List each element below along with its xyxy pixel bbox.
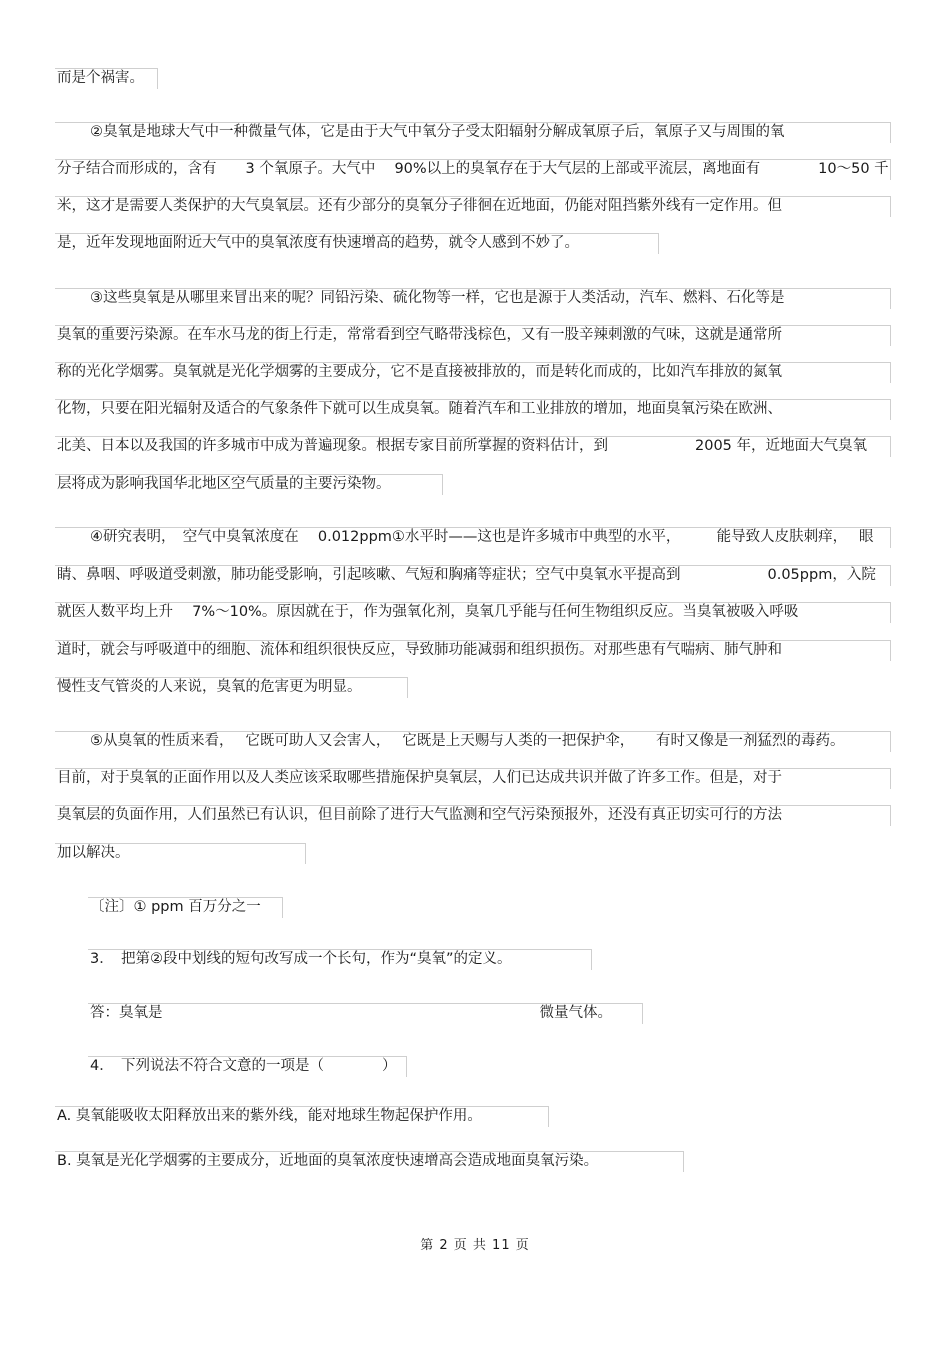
text-line: 道时，就会与呼吸道中的细胞、流体和组织很快反应，导致肺功能减弱和组织损伤。对那些患有气喘病、肺气肿和: [57, 642, 782, 658]
option-b: B. 臭氧是光化学烟雾的主要成分，近地面的臭氧浓度快速增高会造成地面臭氧污染。: [57, 1153, 599, 1169]
text-line: 层将成为影响我国华北地区空气质量的主要污染物。: [57, 476, 391, 492]
option-a: A. 臭氧能吸收太阳释放出来的紫外线，能对地球生物起保护作用。: [57, 1108, 482, 1124]
text-line: 慢性支气管炎的人来说，臭氧的危害更为明显。: [57, 679, 362, 695]
page-footer: 第 2 页 共 11 页: [420, 1238, 530, 1253]
text-line: ②臭氧是地球大气中一种微量气体，它是由于大气中氧分子受太阳辐射分解成氧原子后，氧原子又与周围的氧: [90, 124, 785, 140]
text-line: 睛、鼻咽、呼吸道受刺激，肺功能受影响，引起咳嗽、气短和胸痛等症状；空气中臭氧水平提高到 0.05ppm，入院: [57, 567, 876, 583]
text-line: ④研究表明， 空气中臭氧浓度在 0.012ppm①水平时——这也是许多城市中典型的水平， 能导致人皮肤刺痒， 眼: [90, 529, 874, 545]
text-line: 分子结合而形成的，含有 3 个氧原子。大气中 90%以上的臭氧存在于大气层的上部或平流层，离地面有 10～50 千: [57, 161, 889, 177]
text-line: ⑤从臭氧的性质来看， 它既可助人又会害人， 它既是上天赐与人类的一把保护伞， 有时又像是一剂猛烈的毒药。: [90, 733, 845, 749]
text-line: 而是个祸害。: [57, 70, 144, 86]
text-line: 是，近年发现地面附近大气中的臭氧浓度有快速增高的趋势，就令人感到不妙了。: [57, 235, 579, 251]
text-line: 称的光化学烟雾。臭氧就是光化学烟雾的主要成分，它不是直接被排放的，而是转化而成的，比如汽车排放的氮氧: [57, 364, 782, 380]
text-line: 目前，对于臭氧的正面作用以及人类应该采取哪些措施保护臭氧层，人们已达成共识并做了许多工作。但是，对于: [57, 770, 782, 786]
text-line: 米，这才是需要人类保护的大气臭氧层。还有少部分的臭氧分子徘徊在近地面，仍能对阻挡紫外线有一定作用。但: [57, 198, 782, 214]
text-line: 臭氧层的负面作用，人们虽然已有认识，但目前除了进行大气监测和空气污染预报外，还没有真正切实可行的方法: [57, 807, 782, 823]
text-line: 化物，只要在阳光辐射及适合的气象条件下就可以生成臭氧。随着汽车和工业排放的增加，地面臭氧污染在欧洲、: [57, 401, 782, 417]
text-line: ③这些臭氧是从哪里来冒出来的呢？同铅污染、硫化物等一样，它也是源于人类活动，汽车、燃料、石化等是: [90, 290, 785, 306]
question-3: 3． 把第②段中划线的短句改写成一个长句，作为“臭氧”的定义。: [90, 951, 512, 967]
text-line: 北美、日本以及我国的许多城市中成为普遍现象。根据专家目前所掌握的资料估计，到 2005 年，近地面大气臭氧: [57, 438, 868, 454]
question-4: 4． 下列说法不符合文意的一项是（ ）: [90, 1058, 397, 1074]
text-line: 臭氧的重要污染源。在车水马龙的街上行走，常常看到空气略带浅棕色，又有一股辛辣刺激的气味，这就是通常所: [57, 327, 782, 343]
text-line: 就医人数平均上升 7%～10%。原因就在于，作为强氧化剂，臭氧几乎能与任何生物组织反应。当臭氧被吸入呼吸: [57, 604, 799, 620]
answer-line: 答：臭氧是 微量气体。: [90, 1005, 612, 1021]
text-line: 加以解决。: [57, 845, 130, 861]
note-line: 〔注〕① ppm 百万分之一: [90, 899, 261, 915]
